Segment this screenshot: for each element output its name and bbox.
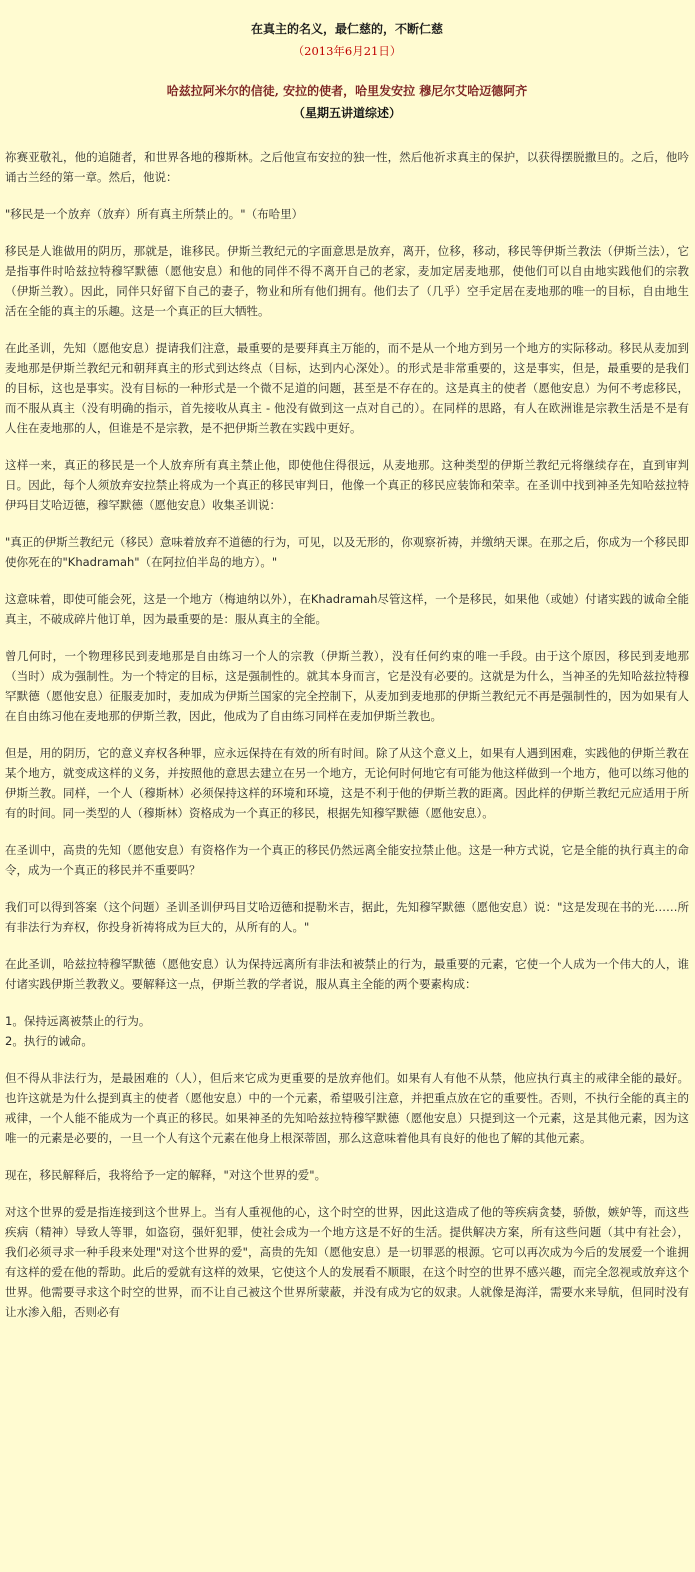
- paragraph-13: 但不得从非法行为，是最困难的（人），但后来它成为更重要的是放弃他们。如果有人有他不从禁，他应执行真主的戒律全能的最好。也许这就是为什么提到真主的使者（愿他安息）中的一个元素，希望吸引注意，并把重点放在它的重要性。否则，不执行全能的真主的戒律，一个人能不能成为一个真正的移民。如果神圣的先知哈兹拉特穆罕默德（愿他安息）只提到这一个元素，这是其他元素，因为这唯一的元素是必要的，一旦一个人有这个元素在他身上根深蒂固，那么这意味着他具有良好的他也了解的其他元素。: [5, 1071, 689, 1145]
- sermon-date: （2013年6月21日）: [292, 44, 402, 58]
- paragraph-8: 曾几何时，一个物理移民到麦地那是自由练习一个人的宗教（伊斯兰教），没有任何约束的唯一手段。由于这个原因，移民到麦地那（当时）成为强制性。为一个特定的目标，这是强制性的。就其本身而言，它是没有必要的。这就是为什么，当神圣的先知哈兹拉特穆罕默德（愿他安息）征服麦加时，麦加成为伊斯兰国家的完全控制下，从麦加到麦地那的伊斯兰教纪元不再是强制性的，因为如果有人在自由练习他在麦地那的伊斯兰教，因此，他成为了自由练习同样在麦加伊斯兰教也。: [5, 649, 689, 723]
- paragraph-5: 这样一来，真正的移民是一个人放弃所有真主禁止他，即使他住得很远，从麦地那。这种类型的伊斯兰教纪元将继续存在，直到审判日。因此，每个人须放弃安拉禁止将成为一个真正的移民审判日，他像一个真正的移民应装饰和荣幸。在圣训中找到神圣先知哈兹拉特伊玛目艾哈迈德，穆罕默德（愿他安息）收集圣训说：: [5, 458, 689, 512]
- numbered-list: [5, 1011, 689, 1051]
- list-item: 2。执行的诫命。: [5, 1034, 93, 1048]
- paragraph-12: 在此圣训，哈兹拉特穆罕默德（愿他安息）认为保持远离所有非法和被禁止的行为，最重要的元素，它使一个人成为一个伟大的人，谁付诸实践伊斯兰教教义。要解释这一点，伊斯兰教的学者说，服从真主全能的两个要素构成：: [5, 957, 689, 991]
- paragraph-10: 在圣训中，高贵的先知（愿他安息）有资格作为一个真正的移民仍然远离全能安拉禁止他。这是一种方式说，它是全能的执行真主的命令，成为一个真正的移民并不重要吗？: [5, 843, 689, 877]
- paragraph-1: 祢赛亚敬礼，他的追随者，和世界各地的穆斯林。之后他宣布安拉的独一性，然后他祈求真主的保护，以获得摆脱撒旦的。之后，他吟诵古兰经的第一章。然后，他说：: [5, 150, 689, 184]
- list-item: 1。保持远离被禁止的行为。: [5, 1014, 151, 1028]
- sermon-body: [5, 147, 689, 1322]
- paragraph-6: "真正的伊斯兰教纪元（移民）意味着放弃不道德的行为，可见，以及无形的，你观察祈祷，并缴纳天课。在那之后，你成为一个移民即使你死在的"Khadramah"（在阿拉伯半岛的地方）。": [5, 535, 689, 569]
- paragraph-7: 这意味着，即使可能会死，这是一个地方（梅迪纳以外），在Khadramah尽管这样，一个是移民，如果他（或她）付诸实践的诚命全能真主，不破成碎片他订单，因为最重要的是：服从真主的全能。: [5, 592, 689, 626]
- paragraph-15: 对这个世界的爱是指连接到这个世界上。当有人重视他的心，这个时空的世界，因此这造成了他的等疾病贪婪，骄傲，嫉妒等，而这些疾病（精神）导致人等罪，如盗窃，强奸犯罪，使社会成为一个地方这是不好的生活。提供解决方案，所有这些问题（其中有社会），我们必须寻求一种手段来处理"对这个世界的爱"，高贵的先知（愿他安息）是一切罪恶的根源。它可以再次成为今后的发展爱一个谁拥有这样的爱在他的帮助。此后的爱就有这样的效果，它使这个人的发展看不顺眼，在这个时空的世界不感兴趣，而完全忽视或放弃这个世界。他需要寻求这个时空的世界，而不让自己被这个世界所蒙蔽，并没有成为它的奴隶。人就像是海洋，需要水来导航，但同时没有让水渗入船，否则必有: [5, 1205, 689, 1319]
- sermon-title: 在真主的名义，最仁慈的，不断仁慈: [250, 22, 443, 36]
- paragraph-4: 在此圣训，先知（愿他安息）提请我们注意，最重要的是要拜真主万能的，而不是从一个地方到另一个地方的实际移动。移民从麦加到麦地那是伊斯兰教纪元和朝拜真主的形式到达终点（目标，达到内心深处）。的形式是非常重要的，这是事实，但是，最重要的是我们的目标，这也是事实。没有目标的一种形式是一个微不足道的问题，甚至是不存在的。这是真主的使者（愿他安息）为何不考虑移民，而不服从真主（没有明确的指示，首先接收从真主 - 他没有做到这一点对自己的）。在同样的思路，有人在欧洲谁是宗教生活是不是有人住在麦地那的人，但谁是不是宗教，是不把伊斯兰教在实践中更好。: [5, 341, 689, 435]
- sermon-series: （星期五讲道综述）: [292, 106, 401, 120]
- sermon-header: [5, 19, 689, 123]
- paragraph-9: 但是，用的阴历，它的意义弃权各种罪，应永远保持在有效的所有时间。除了从这个意义上，如果有人遇到困难，实践他的伊斯兰教在某个地方，就变成这样的义务，并按照他的意思去建立在另一个地方，无论何时何地它有可能为他这样做到一个地方，他可以练习他的伊斯兰教。同样，一个人（穆斯林）必须保持这样的环境和环境，这是不利于他的伊斯兰教的距离。因此样的伊斯兰教纪元应适用于所有的时间。同一类型的人（穆斯林）资格成为一个真正的移民，根据先知穆罕默德（愿他安息）。: [5, 746, 689, 820]
- paragraph-11: 我们可以得到答案（这个问题）圣训圣训伊玛目艾哈迈德和提勒米吉，据此，先知穆罕默德（愿他安息）说："这是发现在书的光……所有非法行为弃权，你投身祈祷将成为巨大的，从所有的人。": [5, 900, 689, 934]
- paragraph-2: "移民是一个放弃（放弃）所有真主所禁止的。"（布哈里）: [5, 207, 304, 221]
- paragraph-14: 现在，移民解释后，我将给予一定的解释，"对这个世界的爱"。: [5, 1168, 327, 1182]
- sermon-speaker: 哈兹拉阿米尔的信徒, 安拉的使者，哈里发安拉 穆尼尔艾哈迈德阿齐: [166, 84, 528, 98]
- paragraph-3: 移民是人谁做用的阴历，那就是，谁移民。伊斯兰教纪元的字面意思是放弃，离开，位移，移动，移民等伊斯兰教法（伊斯兰法），它是指事件时哈兹拉特穆罕默德（愿他安息）和他的同伴不得不离开自己的老家，麦加定居麦地那，使他们可以自由地实践他们的宗教（伊斯兰教）。因此，同伴只好留下自己的妻子，物业和所有他们拥有。他们去了（几乎）空手定居在麦地那的唯一的目标，自由地生活在全能的真主的乐趣。这是一个真正的巨大牺牲。: [5, 244, 689, 318]
